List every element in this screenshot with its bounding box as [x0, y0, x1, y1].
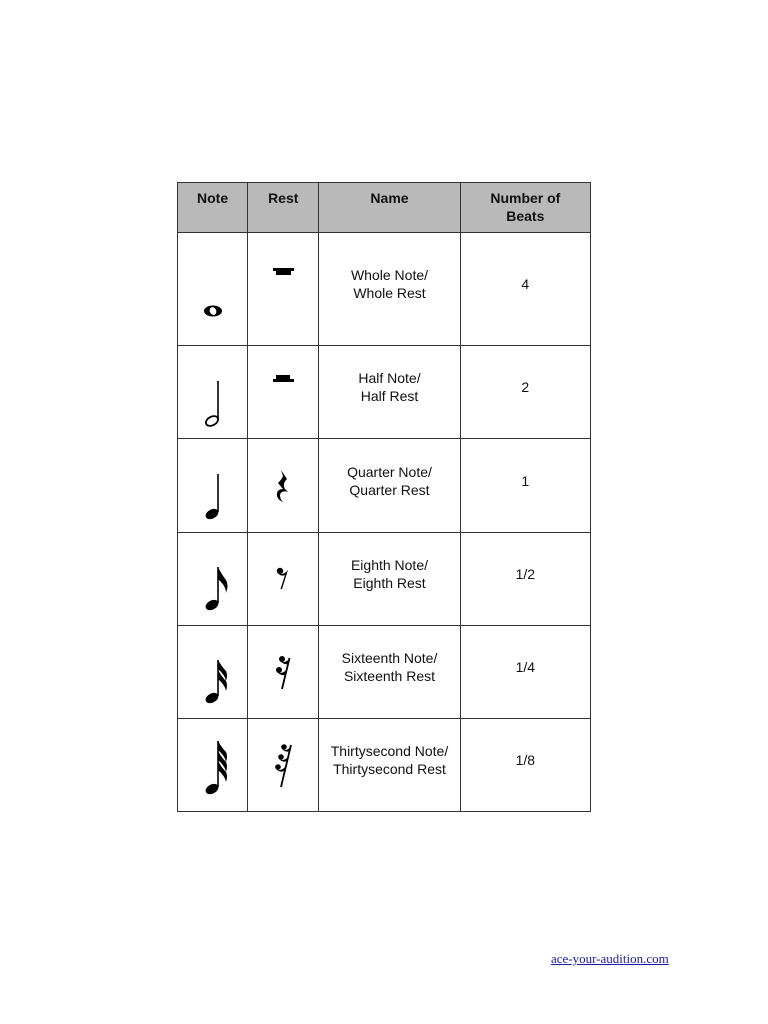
sixteenth-rest-icon	[248, 626, 319, 719]
name-line1: Eighth Note/	[350, 557, 429, 573]
note-cell	[178, 439, 248, 533]
note-cell	[178, 233, 248, 346]
beats-cell: 4	[460, 233, 590, 346]
whole-note-icon	[178, 233, 248, 346]
half-rest-icon	[248, 346, 319, 439]
name-cell	[319, 346, 460, 439]
name-line2: Eighth Rest	[353, 575, 426, 591]
note-cell	[178, 533, 248, 626]
beats-cell: 1/4	[460, 626, 590, 719]
name-line2: Half Rest	[360, 388, 419, 404]
header-beats-line2: Beats	[506, 208, 545, 224]
note-cell	[178, 346, 248, 439]
table-row	[178, 626, 591, 719]
name-line1: Thirtysecond Note/	[330, 743, 449, 759]
footer-site-link[interactable]: ace-your-audition.com	[551, 951, 669, 966]
header-note: Note	[178, 183, 248, 233]
half-note-icon	[178, 346, 248, 439]
name-cell	[319, 233, 460, 346]
name-line2: Sixteenth Rest	[343, 668, 436, 684]
note-values-table	[177, 182, 591, 812]
eighth-rest-icon	[248, 533, 319, 626]
header-name: Name	[319, 183, 460, 233]
table-row	[178, 719, 591, 812]
name-cell	[319, 626, 460, 719]
header-number-of-beats	[460, 183, 590, 233]
quarter-note-icon	[178, 439, 248, 533]
rest-cell	[248, 626, 319, 719]
beats-cell: 1/2	[460, 533, 590, 626]
name-line1: Sixteenth Note/	[341, 650, 438, 666]
name-cell	[319, 533, 460, 626]
table-row	[178, 439, 591, 533]
beats-cell: 1/8	[460, 719, 590, 812]
name-cell	[319, 719, 460, 812]
name-line1: Half Note/	[358, 370, 421, 386]
name-cell	[319, 439, 460, 533]
table-row	[178, 533, 591, 626]
name-line2: Thirtysecond Rest	[333, 761, 446, 777]
note-cell	[178, 719, 248, 812]
rest-cell	[248, 233, 319, 346]
whole-rest-icon	[248, 233, 319, 346]
rest-cell	[248, 719, 319, 812]
eighth-note-icon	[178, 533, 248, 626]
name-line1: Quarter Note/	[347, 463, 432, 480]
name-line2: Quarter Rest	[349, 481, 430, 498]
header-rest: Rest	[248, 183, 319, 233]
beats-cell: 2	[460, 346, 590, 439]
name-line2: Whole Rest	[353, 285, 426, 301]
table-row	[178, 233, 591, 346]
note-cell	[178, 626, 248, 719]
rest-cell	[248, 346, 319, 439]
table-header-row	[178, 183, 591, 233]
rest-cell	[248, 439, 319, 533]
table-row	[178, 346, 591, 439]
thirtysecond-note-icon	[178, 719, 248, 812]
header-beats-line1: Number of	[490, 190, 561, 206]
name-line1: Whole Note/	[350, 267, 429, 283]
beats-cell: 1	[460, 439, 590, 533]
rest-cell	[248, 533, 319, 626]
thirtysecond-rest-icon	[248, 719, 319, 812]
quarter-rest-icon	[248, 439, 319, 533]
sixteenth-note-icon	[178, 626, 248, 719]
